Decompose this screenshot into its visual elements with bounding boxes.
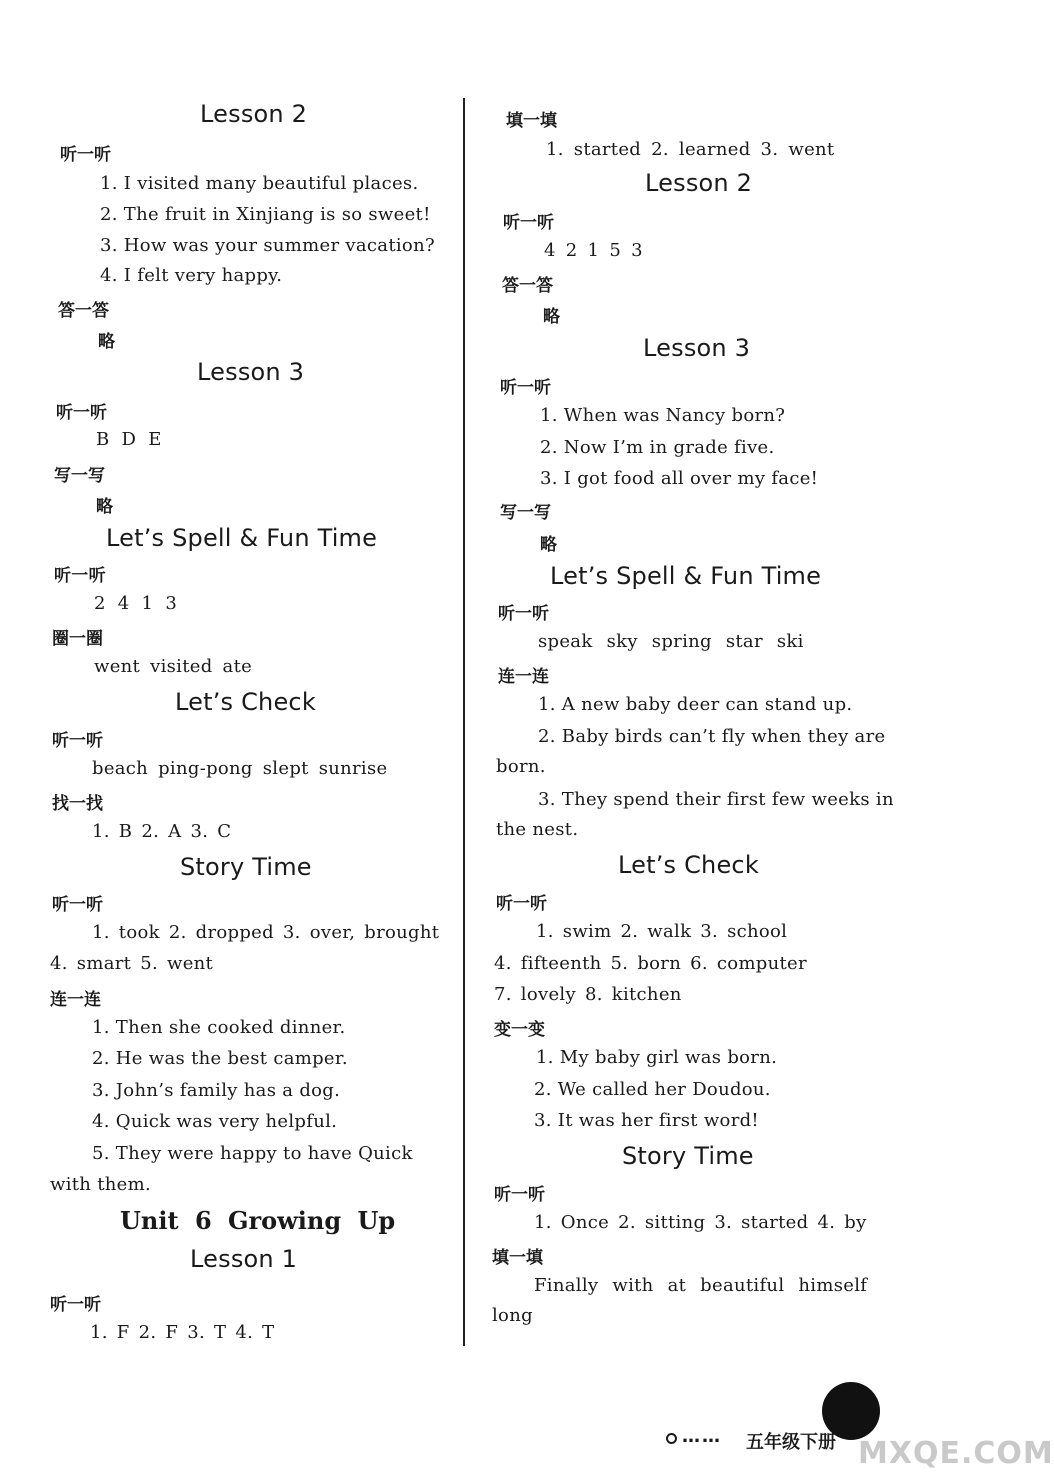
answer-line: 2. He was the best camper. [92,1048,348,1069]
answer-line: 1. started 2. learned 3. went [546,139,835,160]
column-divider [463,98,465,1346]
lesson-3-heading: Lesson 3 [197,358,305,386]
grade-label: 五年级下册 [746,1432,836,1453]
listen-label: 听一听 [52,731,103,751]
answer-line: 3. They spend their first few weeks in [538,789,894,810]
answer-line: 2. Now I’m in grade five. [540,437,775,458]
omitted-mark: 略 [96,497,113,517]
answer-label: 答一答 [502,276,553,296]
answer-line: 1. swim 2. walk 3. school [536,921,788,942]
answer-line: 1. A new baby deer can stand up. [538,694,853,715]
change-label: 变一变 [494,1020,545,1040]
answer-line: born. [496,756,546,777]
listen-label: 听一听 [50,1295,101,1315]
answer-line: 1. Once 2. sitting 3. started 4. by [534,1212,867,1233]
lesson-3-heading: Lesson 3 [643,334,751,362]
answer-line: beach ping-pong slept sunrise [92,758,388,779]
answer-line: 4. I felt very happy. [100,265,283,286]
answer-line: went visited ate [94,656,253,677]
answer-line: 1. F 2. F 3. T 4. T [90,1322,275,1343]
answer-line: B D E [96,429,162,450]
answer-line: 2. The fruit in Xinjiang is so sweet! [100,204,431,225]
answer-line: 1. took 2. dropped 3. over, brought [92,922,440,943]
lets-spell-heading: Let’s Spell & Fun Time [106,524,378,552]
footer-bullet-icon [666,1433,677,1444]
answer-line: 3. How was your summer vacation? [100,235,435,256]
listen-label: 听一听 [52,895,103,915]
lets-check-heading: Let’s Check [175,688,316,716]
listen-label: 听一听 [54,566,106,586]
answer-line: speak sky spring star ski [538,631,804,652]
write-label: 写一写 [500,503,551,523]
omitted-mark: 略 [98,332,115,352]
omitted-mark: 略 [540,535,557,555]
link-label: 连一连 [50,990,101,1010]
answer-line: with them. [50,1174,151,1195]
listen-label: 听一听 [498,604,549,624]
find-label: 找一找 [52,794,103,814]
fill-label: 填一填 [492,1248,543,1268]
answer-line: 2. We called her Doudou. [534,1079,771,1100]
fill-label: 填一填 [506,111,557,131]
answer-line: 4 2 1 5 3 [544,240,643,261]
lesson-2-heading: Lesson 2 [645,169,753,197]
footer-dots: …… [682,1426,722,1447]
write-label: 写一写 [54,466,105,486]
answer-line: 1. Then she cooked dinner. [92,1017,346,1038]
story-time-heading: Story Time [180,853,312,881]
listen-label: 听一听 [56,403,107,423]
answer-line: 1. I visited many beautiful places. [100,173,419,194]
answer-label: 答一答 [58,301,109,321]
answer-line: 4. fifteenth 5. born 6. computer [494,953,807,974]
answer-line: the nest. [496,819,579,840]
answer-line: 7. lovely 8. kitchen [494,984,682,1005]
answer-line: long [492,1305,533,1326]
watermark: MXQE.COM [858,1436,1054,1471]
listen-label: 听一听 [494,1185,545,1205]
answer-line: 3. I got food all over my face! [540,468,819,489]
lesson-1-heading: Lesson 1 [190,1245,298,1273]
omitted-mark: 略 [543,307,560,327]
lesson-2-heading: Lesson 2 [200,100,308,128]
answer-line: 2 4 1 3 [94,593,178,614]
publisher-logo-icon [822,1382,880,1440]
listen-label: 听一听 [500,378,551,398]
listen-label: 听一听 [60,145,111,165]
answer-line: 1. When was Nancy born? [540,405,786,426]
listen-label: 听一听 [496,894,547,914]
lets-spell-heading: Let’s Spell & Fun Time [550,562,822,590]
answer-line: 2. Baby birds can’t fly when they are [538,726,886,747]
answer-line: 4. smart 5. went [50,953,214,974]
answer-line: 4. Quick was very helpful. [92,1111,338,1132]
answer-line: 3. It was her first word! [534,1110,759,1131]
answer-line: 1. B 2. A 3. C [92,821,232,842]
circle-label: 圈一圈 [52,629,103,649]
lets-check-heading: Let’s Check [618,851,759,879]
story-time-heading: Story Time [622,1142,754,1170]
answer-line: 3. John’s family has a dog. [92,1080,341,1101]
unit-6-heading: Unit 6 Growing Up [120,1206,396,1235]
answer-line: 1. My baby girl was born. [536,1047,778,1068]
answer-line: 5. They were happy to have Quick [92,1143,413,1164]
link-label: 连一连 [498,667,549,687]
answer-line: Finally with at beautiful himself [534,1275,868,1296]
listen-label: 听一听 [503,213,554,233]
